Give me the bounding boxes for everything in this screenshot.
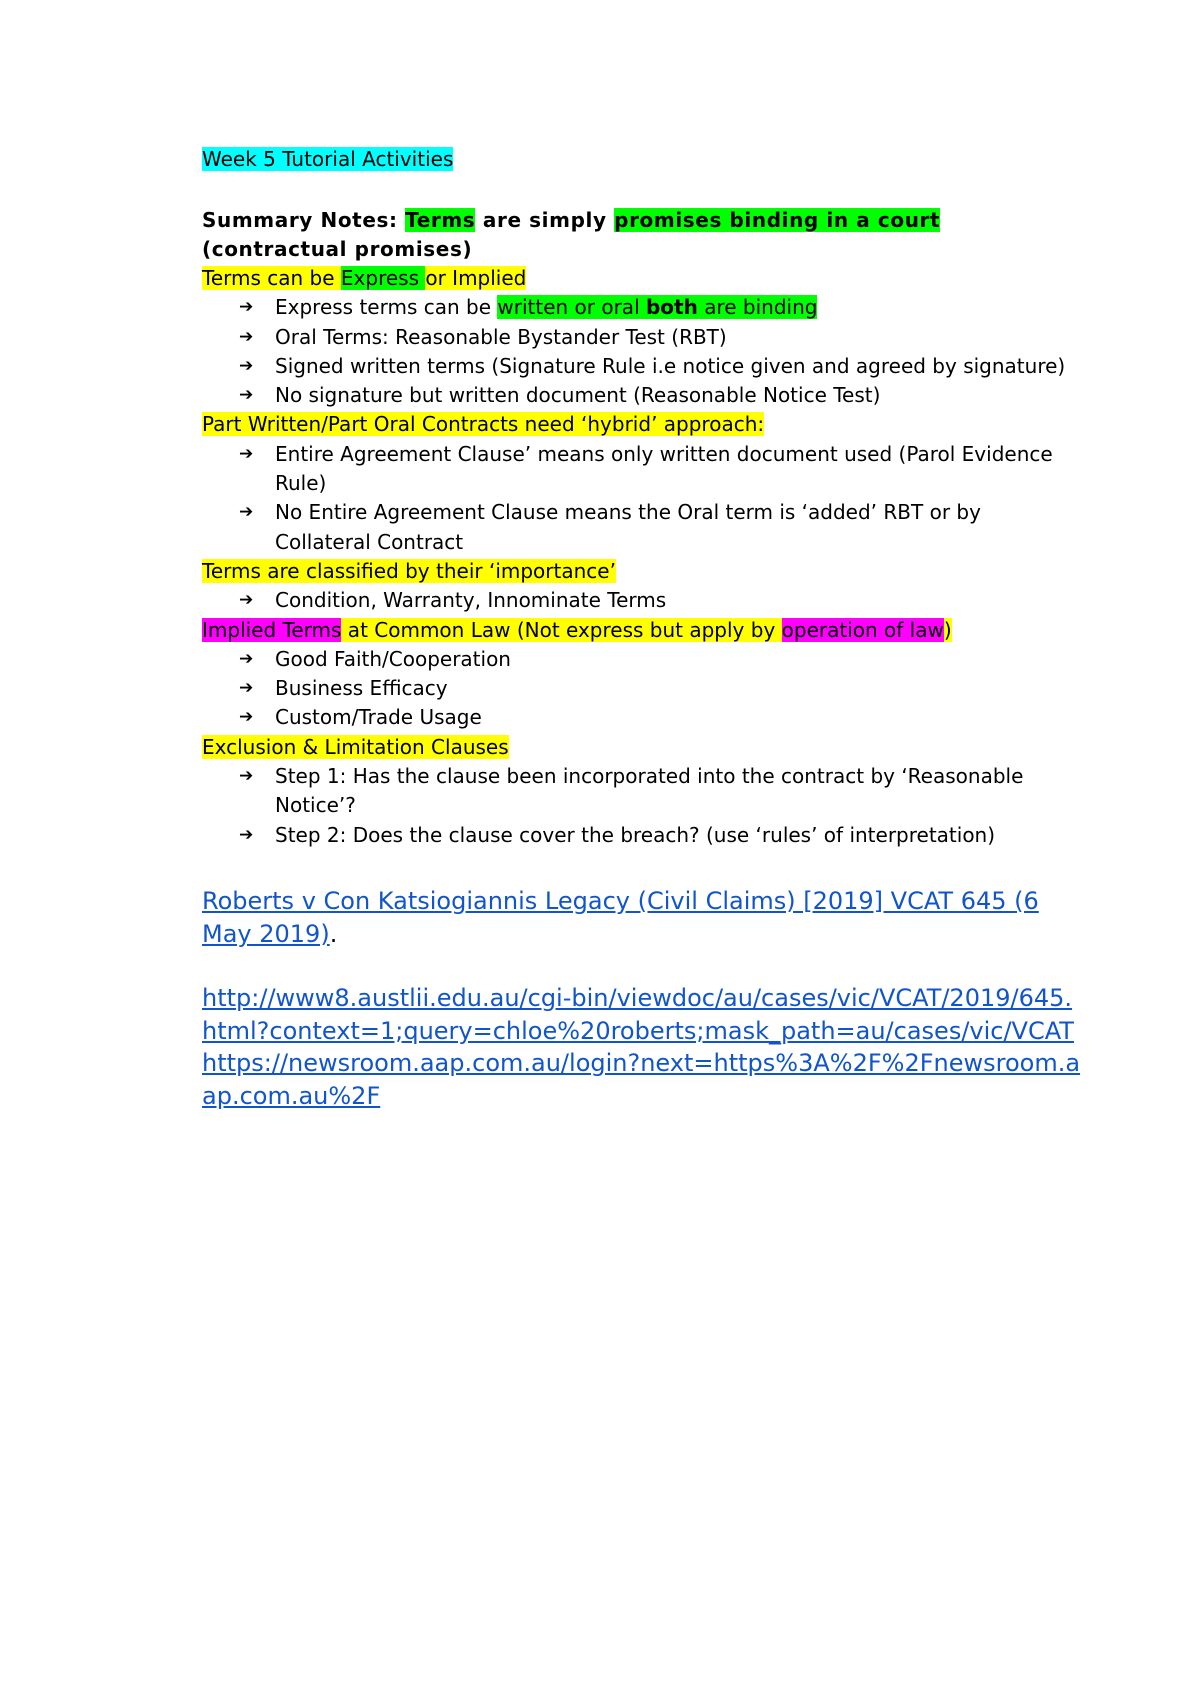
bullet-list — [202, 293, 1082, 410]
arrow-bullet-icon: ➔ — [239, 502, 254, 523]
list-item — [202, 821, 1082, 850]
item-text: No Entire Agreement Clause means the Oral term is ‘added’ RBT or by Collateral Contract — [275, 500, 981, 554]
arrow-bullet-icon: ➔ — [239, 355, 254, 376]
summary-highlight-promises: promises binding in a court — [614, 208, 941, 232]
item-text: No signature but written document (Reasonable Notice Test) — [275, 383, 881, 408]
arrow-bullet-icon: ➔ — [239, 590, 254, 611]
austlii-url — [202, 982, 1082, 1112]
summary-label: Summary Notes: — [202, 208, 406, 232]
list-item — [202, 703, 1082, 732]
item-text: written or oral — [497, 295, 646, 320]
item-text: Custom/Trade Usage — [275, 705, 482, 730]
list-item — [202, 586, 1082, 615]
item-text: Condition, Warranty, Innominate Terms — [275, 588, 667, 613]
heading-highlight-implied: Implied Terms — [202, 617, 342, 642]
heading-text: ) — [943, 617, 952, 642]
section-exclusion-heading: Exclusion & Limitation Clauses — [202, 734, 509, 759]
item-bold-text: both — [645, 295, 698, 320]
list-item — [202, 293, 1082, 322]
arrow-bullet-icon: ➔ — [239, 707, 254, 728]
bullet-list — [202, 440, 1082, 557]
list-item — [202, 674, 1082, 703]
item-text: Signed written terms (Signature Rule i.e notice given and agreed by signature) — [275, 353, 1066, 378]
item-text: Step 2: Does the clause cover the breach? (use ‘rules’ of interpretation) — [275, 822, 996, 847]
heading-highlight-operation: operation of law — [781, 617, 944, 642]
list-item — [202, 323, 1082, 352]
page-title — [202, 145, 453, 174]
arrow-bullet-icon: ➔ — [239, 443, 254, 464]
arrow-bullet-icon: ➔ — [239, 326, 254, 347]
section-hybrid-heading: Part Written/Part Oral Contracts need ‘hybrid’ approach: — [202, 412, 765, 437]
case-period: . — [329, 920, 338, 948]
heading-text: Terms can be — [202, 266, 341, 290]
list-item — [202, 498, 1082, 557]
list-item — [202, 440, 1082, 499]
item-text: Express terms can be — [275, 295, 498, 320]
summary-tail: (contractual promises) — [202, 237, 473, 261]
summary-notes — [202, 206, 1032, 264]
arrow-bullet-icon: ➔ — [239, 766, 254, 787]
section-importance-heading: Terms are classified by their ‘importance’ — [202, 558, 616, 583]
title-text: Week 5 Tutorial Activities — [202, 147, 454, 171]
summary-highlight-terms: Terms — [405, 208, 476, 232]
item-text: Oral Terms: Reasonable Bystander Test (RBT) — [275, 324, 727, 349]
item-highlight — [497, 295, 817, 319]
item-text: Entire Agreement Clause’ means only written document used (Parol Evidence Rule) — [275, 441, 1053, 496]
bullet-list — [202, 762, 1082, 850]
bullet-list — [202, 645, 1082, 733]
arrow-bullet-icon: ➔ — [239, 385, 254, 406]
notes-body — [202, 264, 1082, 850]
list-item — [202, 762, 1082, 821]
list-item — [202, 381, 1082, 410]
list-item — [202, 352, 1082, 381]
case-citation — [202, 885, 1082, 951]
url-link[interactable]: http://www8.austlii.edu.au/cgi-bin/viewdoc/au/cases/vic/VCAT/2019/645.html?context=1;query=chloe%20roberts;mask_path=au/cases/vic/VCAThttps://newsroom.aap.com.au/login?next=https%3A%2F%2Fnewsroom.aap.com.au%2F — [202, 984, 1081, 1110]
arrow-bullet-icon: ➔ — [239, 648, 254, 669]
item-text: Good Faith/Cooperation — [275, 646, 511, 671]
item-text: Step 1: Has the clause been incorporated into the contract by ‘Reasonable Notice’? — [275, 764, 1024, 818]
bullet-list — [202, 586, 1082, 615]
item-text: Business Efficacy — [275, 676, 448, 701]
arrow-bullet-icon: ➔ — [239, 678, 254, 699]
heading-text: at Common Law (Not express but apply by — [341, 617, 782, 642]
case-link[interactable]: Roberts v Con Katsiogiannis Legacy (Civil Claims) [2019] VCAT 645 (6 May 2019) — [202, 887, 1039, 948]
arrow-bullet-icon: ➔ — [239, 297, 254, 318]
heading-highlight-express: Express — [340, 266, 426, 290]
list-item — [202, 645, 1082, 674]
section-implied-terms-heading — [202, 618, 952, 642]
heading-text: or Implied — [425, 266, 527, 290]
summary-mid: are simply — [475, 208, 615, 232]
item-text: are binding — [697, 295, 818, 320]
section-express-implied-heading — [202, 266, 526, 290]
arrow-bullet-icon: ➔ — [239, 824, 254, 845]
